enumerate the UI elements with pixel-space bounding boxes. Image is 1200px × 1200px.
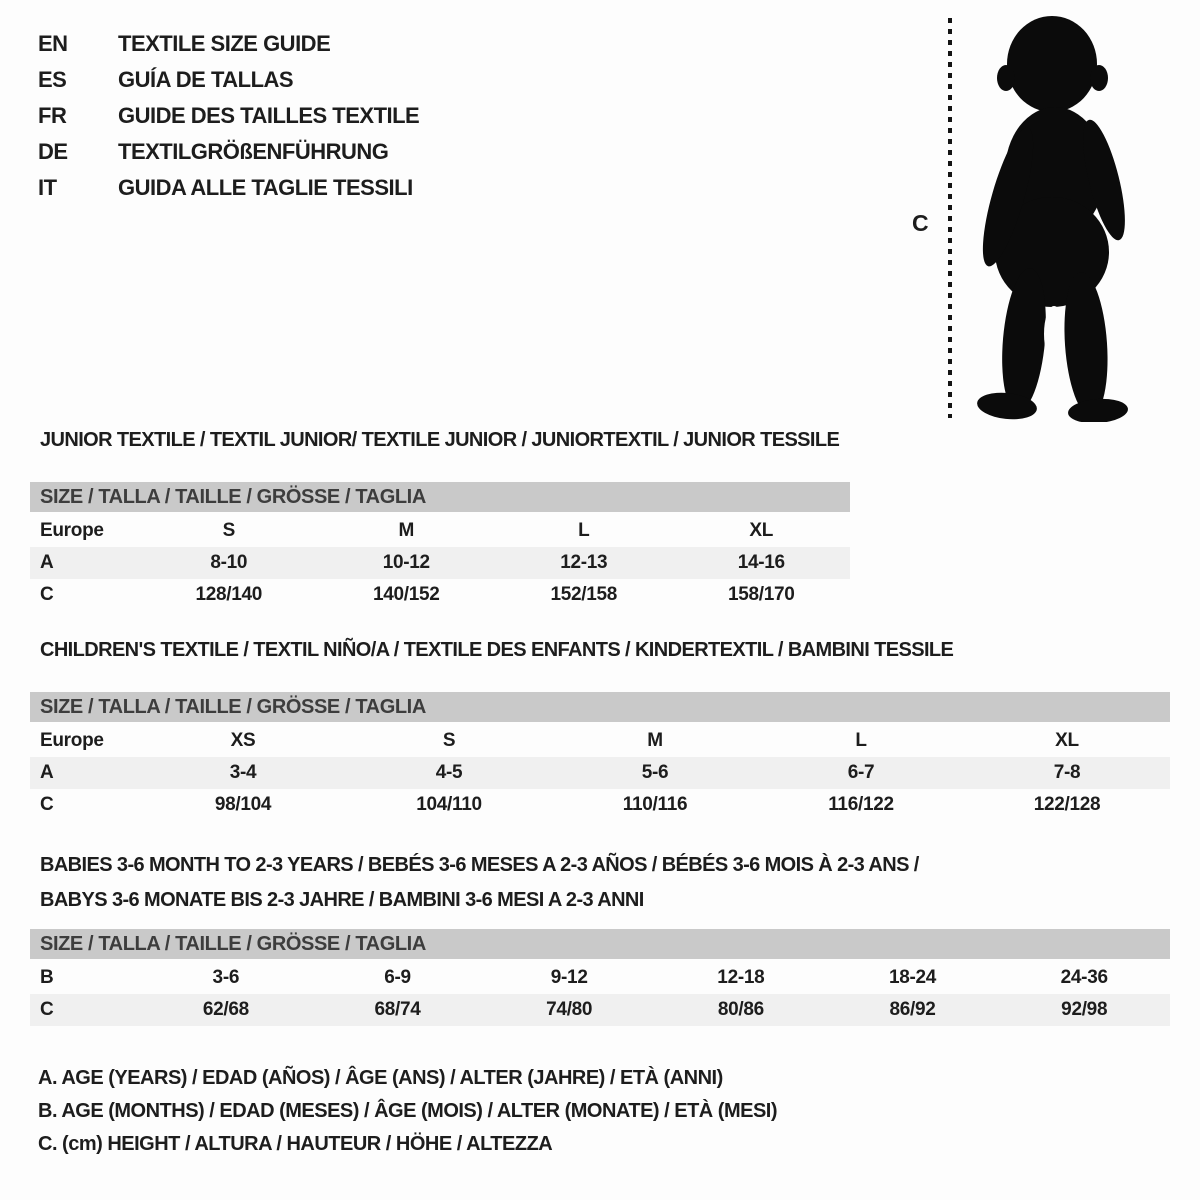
size-value: 5-6 bbox=[641, 762, 669, 783]
size-value: 10-12 bbox=[382, 552, 430, 573]
size-value: 6-7 bbox=[847, 762, 875, 783]
language-row-it bbox=[38, 170, 419, 206]
size-value: 62/68 bbox=[202, 999, 249, 1020]
size-value: 9-12 bbox=[550, 967, 588, 988]
table-row bbox=[30, 547, 850, 579]
table-row bbox=[30, 515, 850, 547]
size-value: 74/80 bbox=[546, 999, 593, 1020]
row-label: C bbox=[40, 794, 54, 815]
size-value: 4-5 bbox=[435, 762, 463, 783]
junior-textile-table bbox=[30, 428, 850, 611]
language-row-en bbox=[38, 26, 419, 62]
row-label: Europe bbox=[40, 730, 104, 751]
size-value: 104/110 bbox=[416, 794, 482, 815]
size-value: 110/116 bbox=[622, 794, 688, 815]
size-value: 12-13 bbox=[560, 552, 608, 573]
size-value: 122/128 bbox=[1033, 794, 1101, 815]
guide-title-es: GUÍA DE TALLAS bbox=[118, 67, 294, 92]
table-title bbox=[30, 848, 1170, 918]
table-title-line: JUNIOR TEXTILE / TEXTIL JUNIOR/ TEXTILE JUNIOR / JUNIORTEXTIL / JUNIOR TESSILE bbox=[40, 429, 840, 451]
size-value: 18-24 bbox=[888, 967, 937, 988]
size-value: 68/74 bbox=[374, 999, 421, 1020]
size-value: M bbox=[398, 520, 415, 541]
size-value: 92/98 bbox=[1061, 999, 1108, 1020]
legend-line-b: B. AGE (MONTHS) / EDAD (MESES) / ÂGE (MOIS) / ALTER (MONATE) / ETÀ (MESI) bbox=[38, 1100, 778, 1122]
size-value: 24-36 bbox=[1060, 967, 1108, 988]
table-body bbox=[30, 962, 1170, 1026]
table-body bbox=[30, 725, 1170, 821]
height-dashed-line bbox=[948, 18, 952, 418]
toddler-silhouette bbox=[962, 12, 1147, 422]
table-row bbox=[30, 962, 1170, 994]
language-row-es bbox=[38, 62, 419, 98]
size-value: XL bbox=[1055, 730, 1079, 751]
guide-title-it: GUIDA ALLE TAGLIE TESSILI bbox=[118, 175, 413, 200]
row-label: Europe bbox=[40, 520, 104, 541]
size-value: 6-9 bbox=[384, 967, 411, 988]
table-title bbox=[30, 428, 850, 452]
language-code: ES bbox=[38, 67, 67, 92]
size-value: 140/152 bbox=[372, 584, 440, 605]
language-code: EN bbox=[38, 31, 68, 56]
size-value: L bbox=[855, 730, 867, 751]
height-measure-figure bbox=[900, 12, 1160, 422]
row-label: A bbox=[40, 552, 54, 573]
table-body bbox=[30, 515, 850, 611]
size-value: S bbox=[222, 520, 235, 541]
legend-line-a: A. AGE (YEARS) / EDAD (AÑOS) / ÂGE (ANS) / ALTER (JAHRE) / ETÀ (ANNI) bbox=[38, 1067, 723, 1089]
table-row bbox=[30, 579, 850, 611]
language-code: FR bbox=[38, 103, 67, 128]
table-row bbox=[30, 994, 1170, 1026]
size-value: 14-16 bbox=[737, 552, 785, 573]
size-value: 3-6 bbox=[212, 967, 240, 988]
size-value: 3-4 bbox=[229, 762, 257, 783]
language-title-list bbox=[38, 26, 419, 206]
language-row-de bbox=[38, 134, 419, 170]
size-value: XL bbox=[749, 520, 774, 541]
size-value: L bbox=[578, 520, 590, 541]
size-header-bar: SIZE / TALLA / TAILLE / GRÖSSE / TAGLIA bbox=[30, 692, 1170, 722]
row-label: B bbox=[40, 967, 54, 988]
language-code: DE bbox=[38, 139, 68, 164]
language-row-fr bbox=[38, 98, 419, 134]
babies-textile-table bbox=[30, 848, 1170, 1026]
language-code: IT bbox=[38, 175, 57, 200]
guide-title-en: TEXTILE SIZE GUIDE bbox=[118, 31, 331, 56]
size-value: S bbox=[442, 730, 456, 751]
table-row bbox=[30, 789, 1170, 821]
row-label: C bbox=[40, 999, 54, 1020]
size-value: 98/104 bbox=[214, 794, 272, 815]
table-title-line: CHILDREN'S TEXTILE / TEXTIL NIÑO/A / TEXTILE DES ENFANTS / KINDERTEXTIL / BAMBINI TESSILE bbox=[40, 639, 954, 661]
size-value: 8-10 bbox=[210, 552, 248, 573]
row-label: C bbox=[40, 584, 54, 605]
size-header-bar: SIZE / TALLA / TAILLE / GRÖSSE / TAGLIA bbox=[30, 482, 850, 512]
size-value: 86/92 bbox=[889, 999, 936, 1020]
size-value: 7-8 bbox=[1053, 762, 1081, 783]
height-measure-label: C bbox=[912, 210, 929, 236]
size-header-bar: SIZE / TALLA / TAILLE / GRÖSSE / TAGLIA bbox=[30, 929, 1170, 959]
size-value: 152/158 bbox=[550, 584, 618, 605]
table-title-line: BABIES 3-6 MONTH TO 2-3 YEARS / BEBÉS 3-6 MESES A 2-3 AÑOS / BÉBÉS 3-6 MOIS À 2-3 ANS / bbox=[40, 854, 919, 876]
size-value: 116/122 bbox=[828, 794, 894, 815]
size-value: 128/140 bbox=[195, 584, 263, 605]
guide-title-fr: GUIDE DES TAILLES TEXTILE bbox=[118, 103, 420, 128]
size-value: 12-18 bbox=[717, 967, 765, 988]
size-value: XS bbox=[230, 730, 256, 751]
table-row bbox=[30, 757, 1170, 789]
row-label: A bbox=[40, 762, 54, 783]
size-value: 158/170 bbox=[727, 584, 795, 605]
table-row bbox=[30, 725, 1170, 757]
measure-legend bbox=[38, 1062, 777, 1161]
table-title-line: BABYS 3-6 MONATE BIS 2-3 JAHRE / BAMBINI 3-6 MESI A 2-3 ANNI bbox=[40, 889, 644, 911]
guide-title-de: TEXTILGRÖßENFÜHRUNG bbox=[118, 139, 389, 164]
legend-line-c: C. (cm) HEIGHT / ALTURA / HAUTEUR / HÖHE / ALTEZZA bbox=[38, 1133, 553, 1155]
size-value: 80/86 bbox=[717, 999, 764, 1020]
table-title bbox=[30, 638, 1170, 662]
children-textile-table bbox=[30, 638, 1170, 821]
size-value: M bbox=[647, 730, 663, 751]
